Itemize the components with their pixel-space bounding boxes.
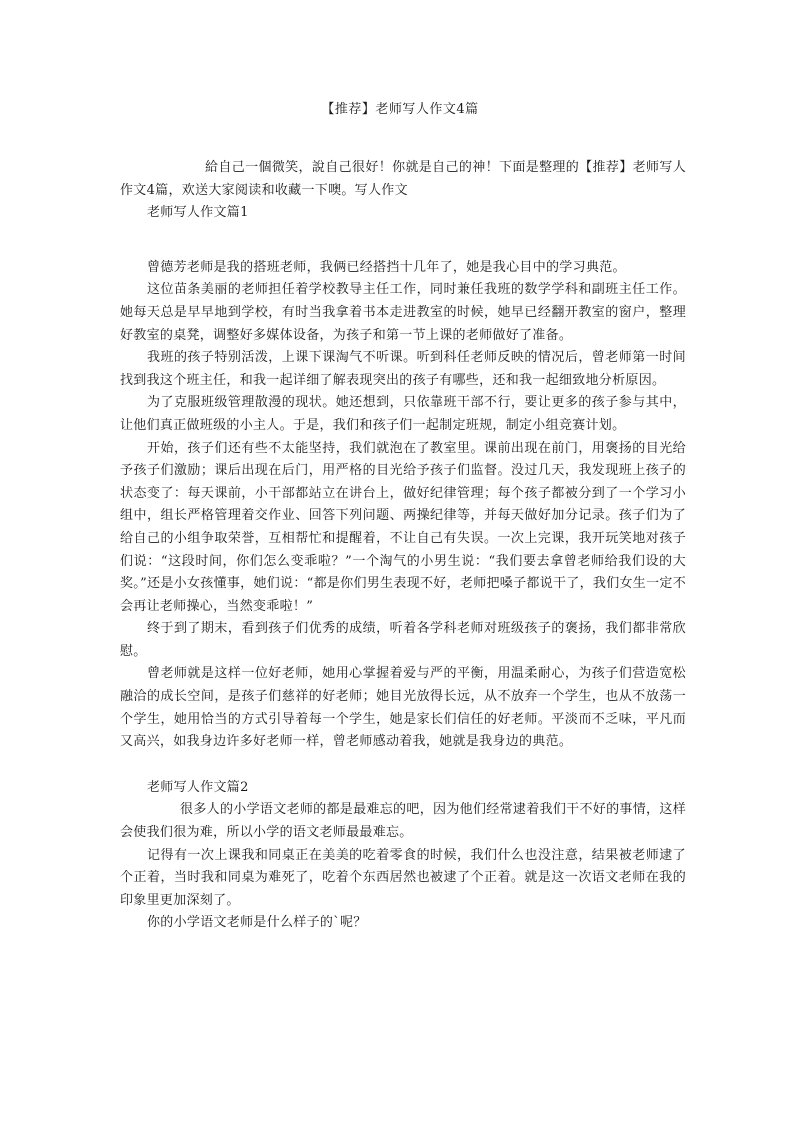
paragraph: 你的小学语文老师是什么样子的`呢？ xyxy=(147,915,367,931)
document-body xyxy=(120,157,686,935)
document-title: 【推荐】老师写人作文4篇 xyxy=(321,102,479,117)
paragraph: 记得有一次上课我和同桌正在美美的吃着零食的时候，我们什么也没注意，结果被老师逮了个正着，当时我和同桌为难死了，吃着个东西居然也被逮了个正着。就是这一次语文老师在我的印象里更加深刻了。 xyxy=(120,847,686,908)
paragraph: 曾老师就是这样一位好老师，她用心掌握着爱与严的平衡，用温柔耐心，为孩子们营造宽松融洽的成长空间，是孩子们慈祥的好老师；她目光放得长远，从不放弃一个学生，也从不放荡一个学生，她用恰当的方式引导着每一个学生，她是家长们信任的好老师。平淡而不乏味，平凡而又高兴，如我身边许多好老师一样，曾老师感动着我，她就是我身边的典范。 xyxy=(120,666,686,750)
paragraph: 很多人的小学语文老师的都是最难忘的吧，因为他们经常逮着我们干不好的事情，这样会使我们很为难，所以小学的语文老师最最难忘。 xyxy=(120,802,686,841)
intro-paragraph: 給自己一個微笑，說自己很好！你就是自己的神！下面是整理的【推荐】老师写人作文4篇，欢送大家阅读和收藏一下噢。写人作文 xyxy=(120,160,686,198)
paragraph: 曾德芳老师是我的搭班老师，我俩已经搭挡十几年了，她是我心目中的学习典范。 xyxy=(147,259,626,275)
section-heading-1: 老师写人作文篇1 xyxy=(147,205,249,221)
paragraph: 终于到了期末，看到孩子们优秀的成绩，听着各学科老师对班级孩子的褒扬，我们都非常欣慰。 xyxy=(120,621,686,659)
paragraph: 这位苗条美丽的老师担任着学校教导主任工作，同时兼任我班的数学学科和副班主任工作。她每天总是早早地到学校，有时当我拿着书本走进教室的时候，她早已经翻开教室的窗户，整理好教室的桌凳，调整好多媒体设备，为孩子和第一节上课的老师做好了准备。 xyxy=(120,282,686,343)
paragraph: 我班的孩子特别活泼，上课下课淘气不听课。听到科任老师反映的情况后，曾老师第一时间找到我这个班主任，和我一起详细了解表现突出的孩子有哪些，还和我一起细致地分析原因。 xyxy=(120,350,686,388)
spacer xyxy=(120,225,686,257)
spacer xyxy=(120,754,686,777)
paragraph: 为了克服班级管理散漫的现状。她还想到，只依靠班干部不行，要让更多的孩子参与其中，让他们真正做班级的小主人。于是，我们和孩子们一起制定班规，制定小组竞赛计划。 xyxy=(120,395,686,433)
section-heading-2: 老师写人作文篇2 xyxy=(147,779,249,795)
paragraph: 开始，孩子们还有些不太能坚持，我们就泡在了教室里。课前出现在前门，用褒扬的目光给予孩子们激励；课后出现在后门，用严格的目光给予孩子们监督。没过几天，我发现班上孩子的状态变了：每天课前，小干部都站立在讲台上，做好纪律管理；每个孩子都被分到了一个学习小组中，组长严格管理着交作业、回答下列问题、两操纪律等，并每天做好加分记录。孩子们为了给自己的小组争取荣誉，互相帮忙和提醒着，不让自己有失误。一次上完课，我开玩笑地对孩子们说：“这段时间，你们怎么变乖啦？”一个淘气的小男生说：“我们要去拿曾老师给我们设的大奖。”还是小女孩懂事，她们说：“都是你们男生表现不好，老师把嗓子都说干了，我们女生一定不会再让老师操心，当然变乖啦！” xyxy=(120,440,686,614)
